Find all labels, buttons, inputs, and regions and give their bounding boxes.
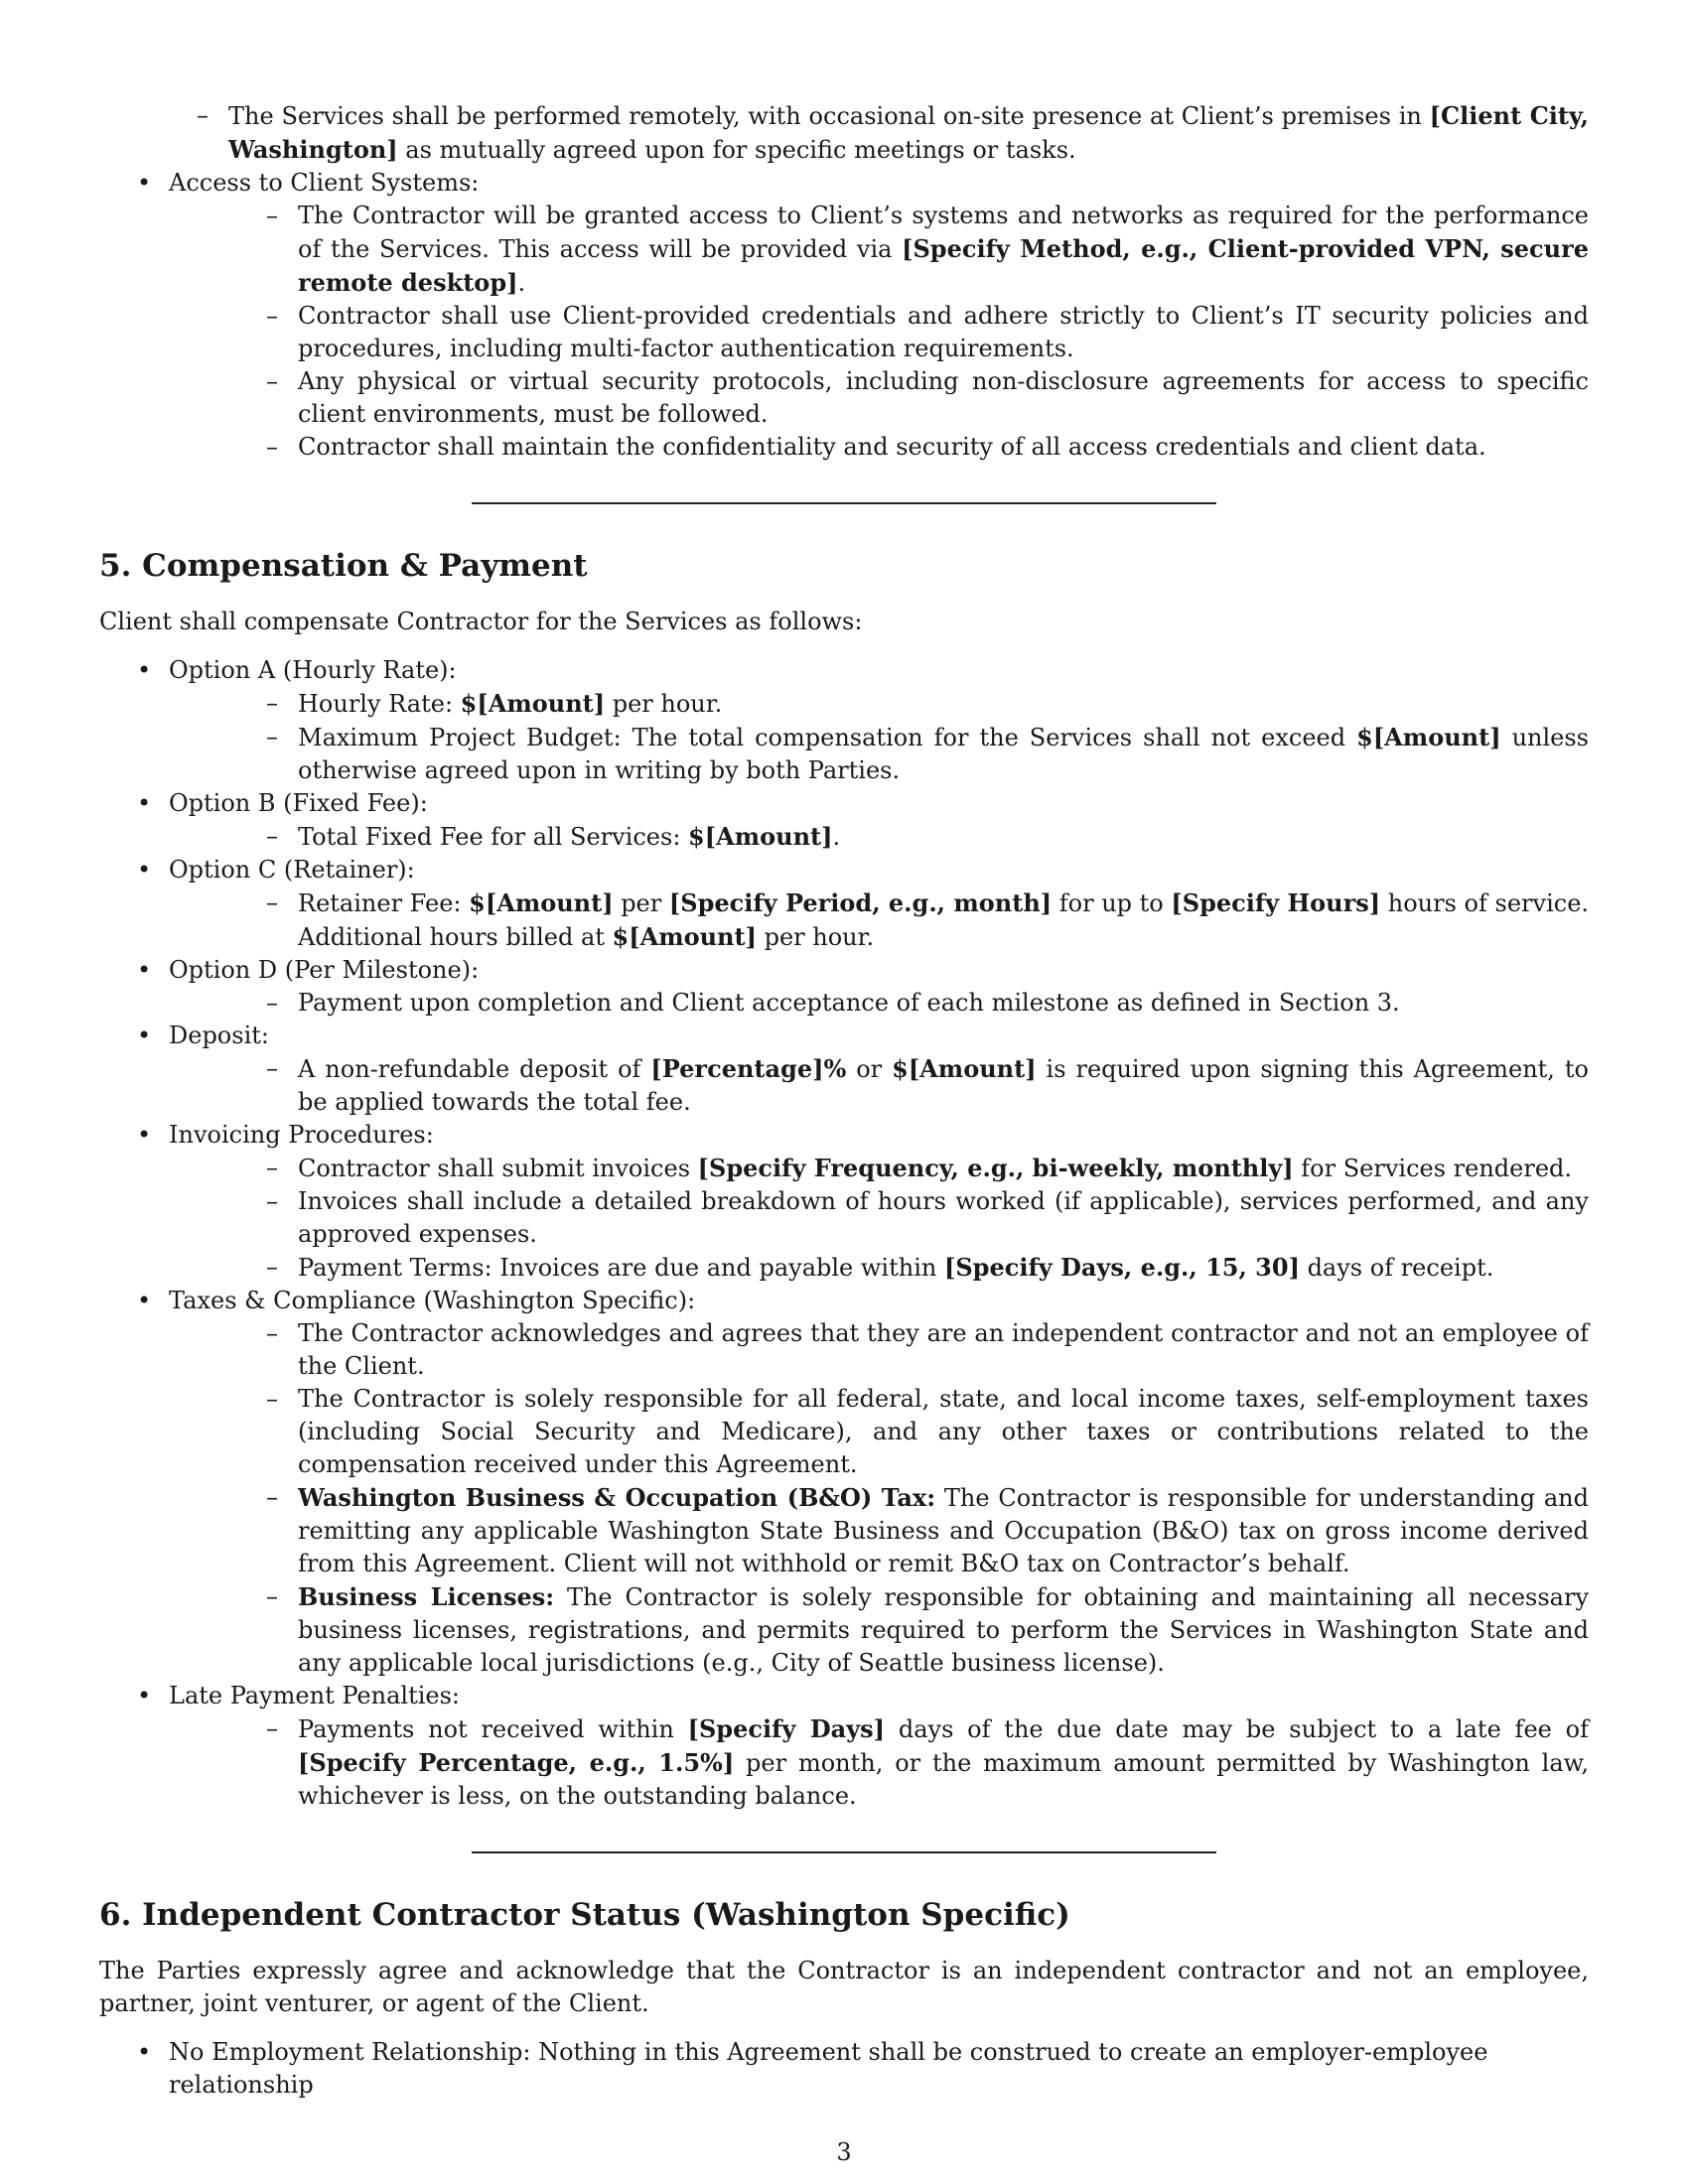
list-item [99,787,1589,854]
sub-list [169,1317,1589,1680]
bullet-icon: • [137,1022,152,1049]
dash-icon: – [266,1253,278,1281]
access-sublist [169,200,1589,464]
list-item-label: Option A (Hourly Rate): [169,656,457,684]
bullet-icon: • [137,1287,152,1314]
bullet-icon: • [137,789,152,817]
list-item [99,954,1589,1020]
dash-icon: – [266,433,278,461]
sub-list [169,1712,1589,1813]
sub-list [169,1052,1589,1119]
dash-icon: – [266,723,278,751]
bold-placeholder: [Specify Frequency, e.g., bi-weekly, monthly] [697,1154,1294,1182]
bold-placeholder: [Client City, Washington] [228,101,1589,164]
intro-list [99,99,1589,464]
bold-placeholder: $[Amount] [1356,723,1501,751]
bold-placeholder: Business Licenses: [298,1582,555,1611]
sub-list-item: – The Contractor is solely responsible for all federal, state, and local income taxes, self-employment taxes (including Social Security and Medicare), and any other taxes or contributions related to the compensation received under this Agreement. [266,1385,1589,1478]
sub-list-item: – Invoices shall include a detailed breakdown of hours worked (if applicable), services performed, and any approved expenses. [266,1187,1589,1248]
section-6-heading: 6. Independent Contractor Status (Washington Specific) [99,1897,1070,1933]
dash-icon: – [266,1319,278,1347]
sub-list-item: – Contractor shall use Client-provided credentials and adhere strictly to Client’s IT security policies and procedures, including multi-factor authentication requirements. [266,302,1589,362]
intro-bullet [99,99,1589,167]
sub-list [169,687,1589,787]
sub-list-item: – Contractor shall submit invoices [Specify Frequency, e.g., bi-weekly, monthly] for Services rendered. [266,1154,1573,1182]
sub-list-item: – The Services shall be performed remotely, with occasional on-site presence at Client’s premises in [Client City, Washington] as mutually agreed upon for specific meetings or tasks. [197,101,1589,164]
page-number: 3 [836,2138,852,2166]
bullet-icon: • [137,2038,152,2066]
dash-icon: – [266,989,278,1017]
dash-icon: – [266,1154,278,1181]
list-item-label: Option D (Per Milestone): [169,956,480,984]
bold-placeholder: $[Amount] [469,888,614,917]
list-item-label: Late Payment Penalties: [169,1682,460,1709]
bullet-icon: • [137,169,152,197]
bold-placeholder: [Specify Days, e.g., 15, 30] [943,1253,1300,1282]
list-item [99,1119,1589,1285]
bold-placeholder: $[Amount] [612,922,757,951]
list-item [99,1285,1589,1680]
dash-icon: – [266,1187,278,1215]
list-item-label: Option C (Retainer): [169,856,415,884]
bold-placeholder: $[Amount] [892,1054,1037,1083]
sub-list [169,887,1589,954]
list-item-label: Taxes & Compliance (Washington Specific): [169,1287,696,1314]
compensation-list [99,654,1589,1813]
sub-list-item: – Contractor shall maintain the confidentiality and security of all access credentials and client data. [169,431,1589,464]
bold-placeholder: $[Amount] [688,822,833,851]
section-6-intro: The Parties expressly agree and acknowledge that the Contractor is an independent contractor and not an employee, partner, joint venturer, or agent of the Client. [99,1957,1589,2017]
access-label: Access to Client Systems: [169,169,480,197]
bold-placeholder: $[Amount] [460,689,606,718]
dash-icon: – [266,1483,278,1511]
document-page [99,99,1589,2102]
dash-icon: – [266,1582,278,1610]
list-item-label: Option B (Fixed Fee): [169,789,428,817]
independent-status-list [99,2036,1589,2102]
dash-icon: – [266,1714,278,1742]
bold-placeholder: [Specify Days] [687,1714,886,1743]
sub-list [169,1152,1589,1285]
dash-icon: – [266,822,278,850]
bullet-icon: • [137,856,152,884]
section-divider [472,1851,1216,1853]
bold-placeholder: [Specify Period, e.g., month] [668,888,1053,917]
list-item-text: No Employment Relationship: Nothing in this Agreement shall be construed to create an employer-employee relationship [169,2038,1488,2099]
list-item [99,2036,1589,2102]
sub-list [169,820,1589,854]
bullet-icon: • [137,1121,152,1149]
sub-list-item: – Hourly Rate: $[Amount] per hour. [266,689,723,718]
list-item [99,1020,1589,1119]
list-item [99,1680,1589,1813]
bullet-icon: • [137,956,152,984]
sub-list-item: – Payments not received within [Specify Days] days of the due date may be subject to a late fee of [Specify Percentage, e.g., 1.5%] per month, or the maximum amount permitted by Washington law, whichever is less, on the outstanding balance. [266,1714,1589,1810]
intro-sublist [99,99,1589,167]
bold-placeholder: [Specify Percentage, e.g., 1.5%] [298,1748,735,1777]
sub-list-item: – Washington Business & Occupation (B&O) Tax: The Contractor is responsible for understanding and remitting any applicable Washington State Business and Occupation (B&O) tax on gross income derived from this Agreement. Client will not withhold or remit B&O tax on Contractor’s behalf. [266,1483,1590,1577]
list-item-label: Invoicing Procedures: [169,1121,434,1149]
sub-list-item: – Any physical or virtual security protocols, including non-disclosure agreements for access to specific client environments, must be followed. [266,367,1589,428]
section-5-heading: 5. Compensation & Payment [99,548,588,584]
bold-placeholder: [Specify Hours] [1171,888,1381,917]
list-item-label: Deposit: [169,1022,269,1049]
dash-icon: – [197,101,209,129]
dash-icon: – [266,689,278,717]
section-5-intro: Client shall compensate Contractor for the Services as follows: [99,608,863,635]
sub-list-item: – The Contractor will be granted access to Client’s systems and networks as required for the performance of the Services. This access will be provided via [Specify Method, e.g., Client-provided VPN, secure remote desktop]. [266,202,1589,297]
dash-icon: – [266,1054,278,1082]
bold-placeholder: [Specify Method, e.g., Client-provided VPN, secure remote desktop] [298,234,1589,297]
sub-list-item: – Total Fixed Fee for all Services: $[Amount]. [266,822,841,851]
list-item [99,854,1589,954]
bullet-icon: • [137,1682,152,1709]
access-bullet [99,167,1589,464]
sub-list-item: – Maximum Project Budget: The total compensation for the Services shall not exceed $[Amount] unless otherwise agreed upon in writing by both Parties. [266,723,1589,784]
bold-placeholder: Washington Business & Occupation (B&O) Tax: [298,1483,936,1512]
sub-list-item: – Business Licenses: The Contractor is solely responsible for obtaining and maintaining all necessary business licenses, registrations, and permits required to perform the Services in Washington State and any applicable local jurisdictions (e.g., City of Seattle business license). [266,1582,1590,1677]
sub-list-item: – A non-refundable deposit of [Percentage]% or $[Amount] is required upon signing this Agreement, to be applied towards the total fee. [266,1054,1589,1116]
dash-icon: – [266,1385,278,1413]
sub-list-item: – Payment upon completion and Client acceptance of each milestone as defined in Section 3. [169,987,1589,1020]
bold-placeholder: [Percentage]% [650,1054,847,1083]
sub-list-item: – Payment Terms: Invoices are due and payable within [Specify Days, e.g., 15, 30] days of receipt. [266,1253,1494,1282]
dash-icon: – [266,302,278,330]
bullet-icon: • [137,656,152,684]
sub-list-item: – The Contractor acknowledges and agrees that they are an independent contractor and not an employee of the Client. [266,1319,1589,1380]
list-item [99,654,1589,787]
dash-icon: – [266,202,278,229]
dash-icon: – [266,888,278,916]
section-divider [472,502,1216,504]
sub-list [169,987,1589,1020]
dash-icon: – [266,367,278,395]
sub-list-item: – Retainer Fee: $[Amount] per [Specify Period, e.g., month] for up to [Specify Hours] hours of service. Additional hours billed at $[Amount] per hour. [266,888,1590,951]
